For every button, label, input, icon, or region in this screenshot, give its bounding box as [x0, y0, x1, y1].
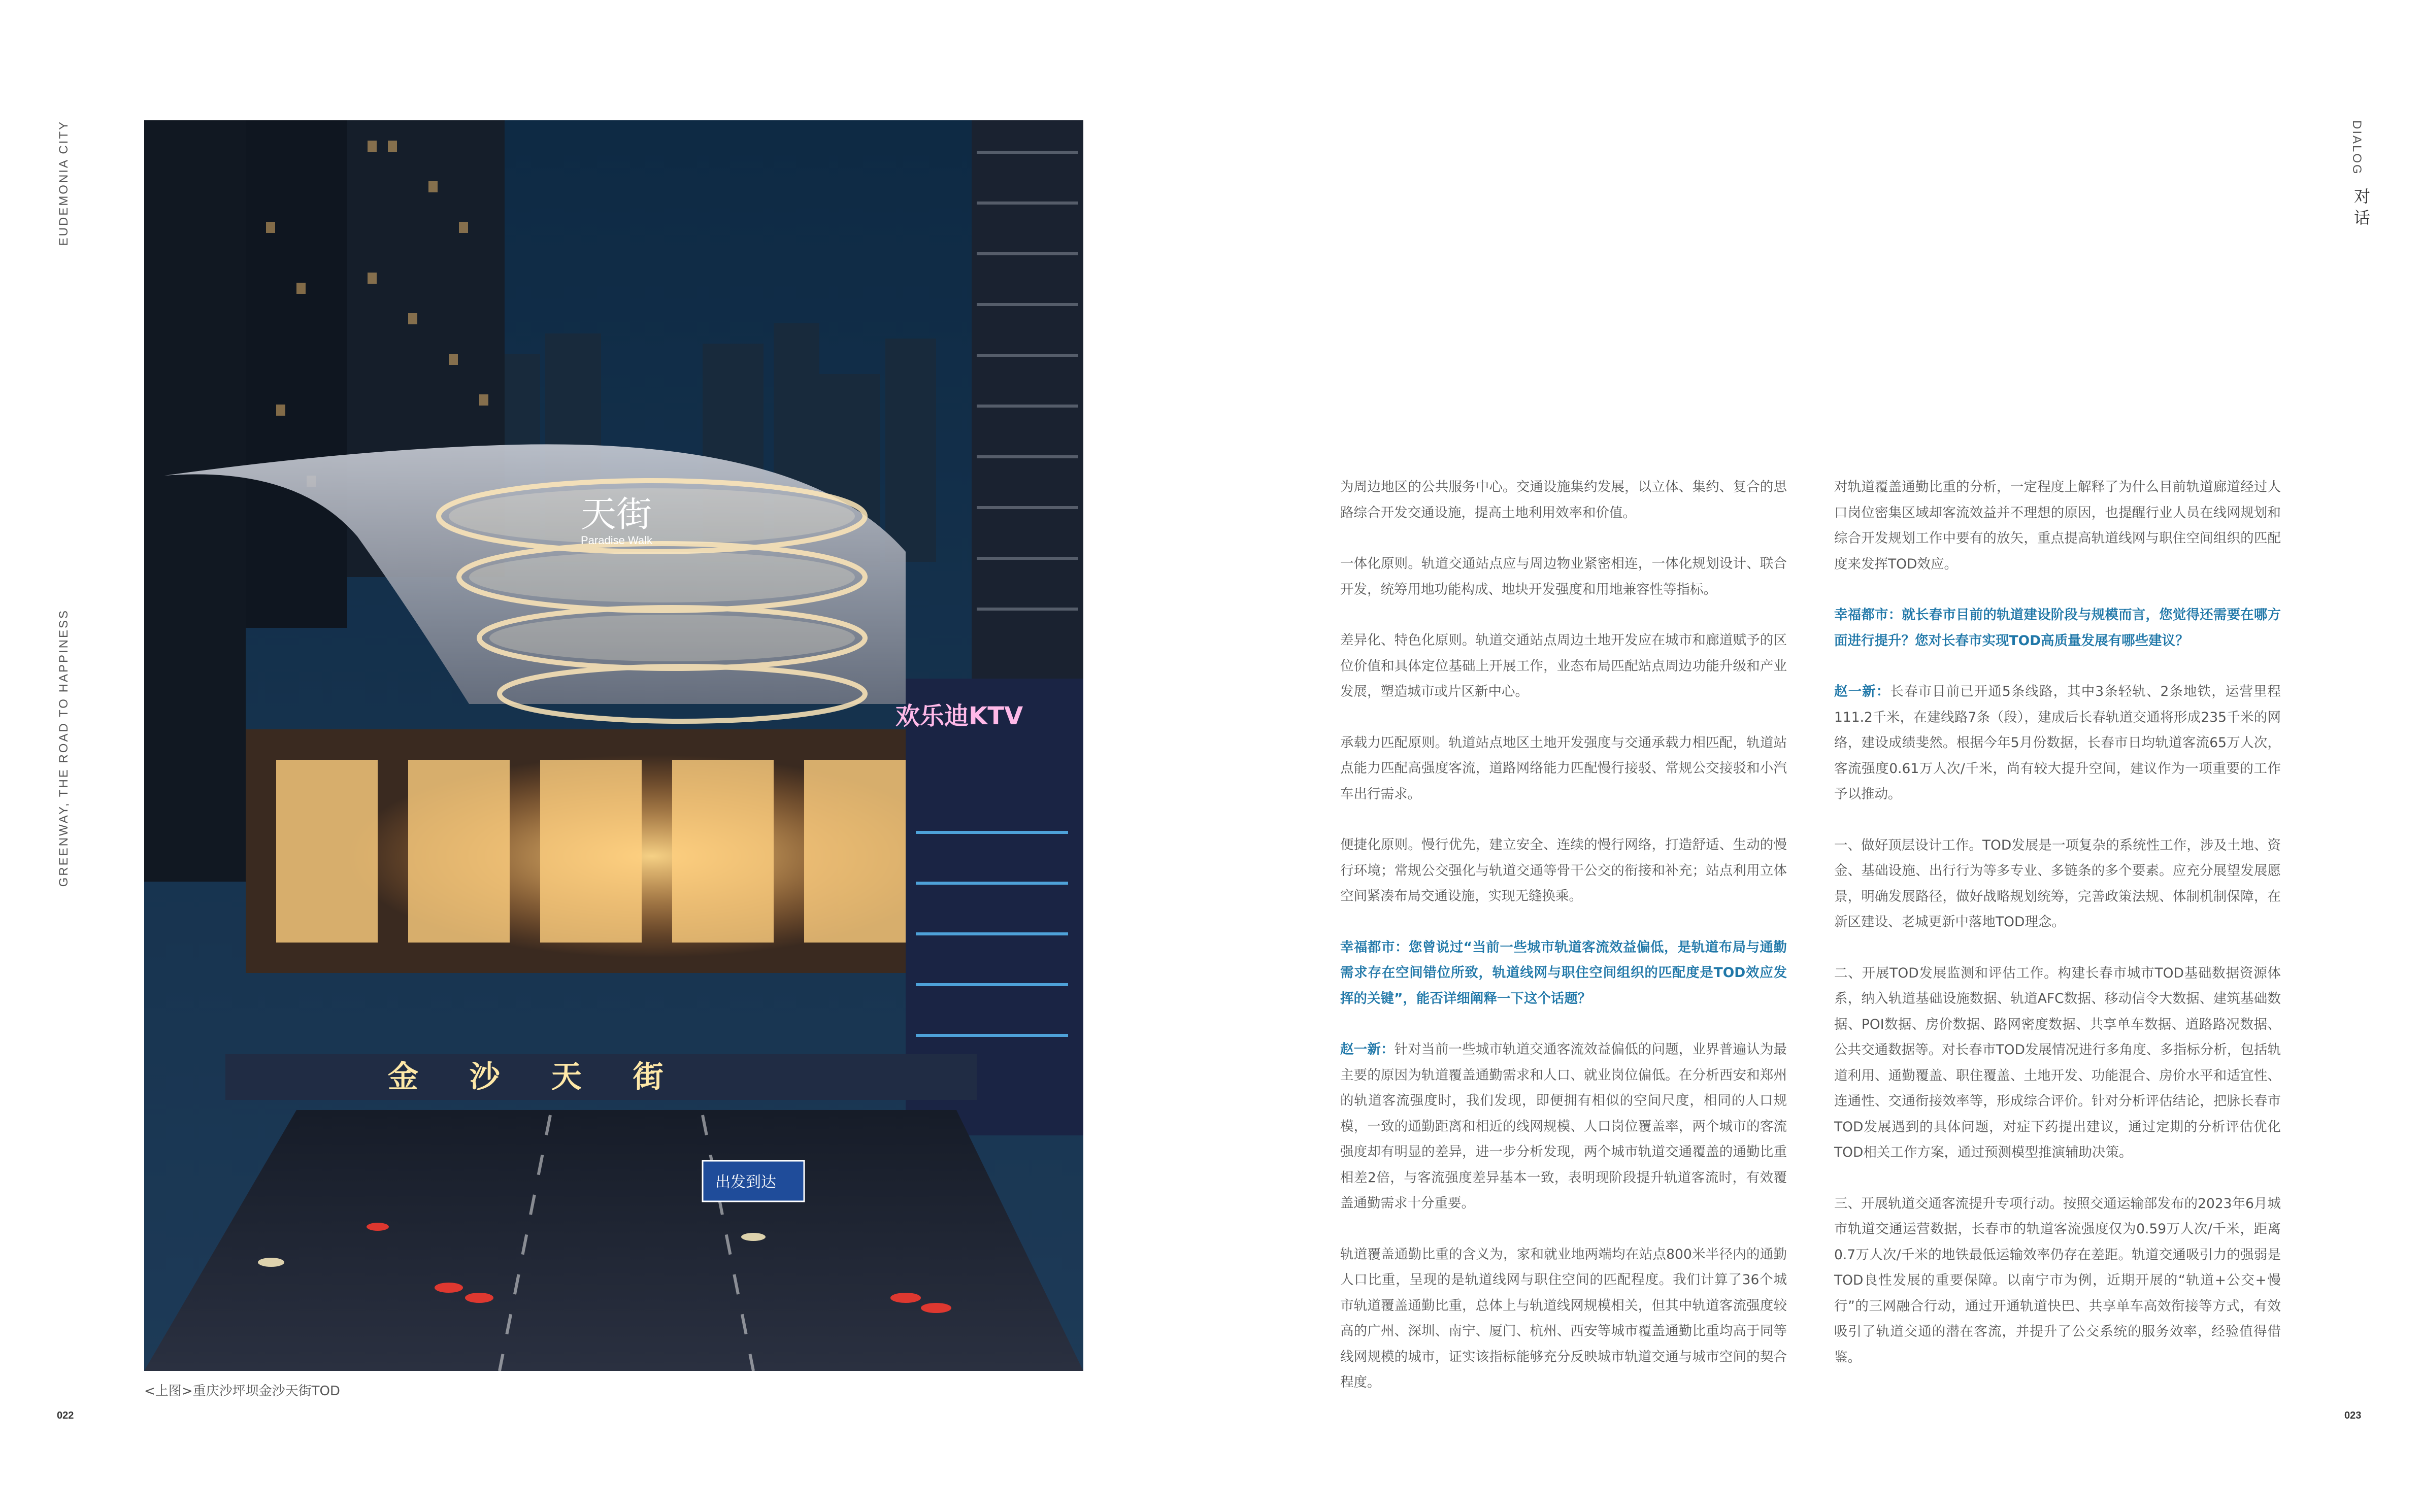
answer-text: 针对当前一些城市轨道交通客流效益偏低的问题，业界普遍认为最主要的原因为轨道覆盖通勤需求和人口、就业岗位偏低。在分析西安和郑州的轨道客流强度时，我们发现，即便拥有相似的空间尺度，相同的人口规模，一致的通勤距离和相近的线网规模、人口岗位覆盖率，两个城市的客流强度却有明显的差异，进一步分析发现，两个城市轨道交通覆盖的通勤比重相差2倍，与客流强度差异基本一致，表明现阶段提升轨道客流时，有效覆盖通勤需求十分重要。	[1340, 1041, 1787, 1211]
page-number-right: 023	[2344, 1410, 2362, 1421]
paragraph: 一体化原则。轨道交通站点应与周边物业紧密相连，一体化规划设计、联合开发，统筹用地功能构成、地块开发强度和用地兼容性等指标。	[1340, 556, 1787, 597]
paragraph: 便捷化原则。慢行优先，建立安全、连续的慢行网络，打造舒适、生动的慢行环境；常规公交强化与轨道交通等骨干公交的衔接和补充；站点利用立体空间紧凑布局交通设施，实现无缝换乘。	[1340, 837, 1787, 904]
running-header-left: EUDEMONIA CITY	[57, 120, 71, 246]
speaker-name: 赵一新：	[1834, 684, 1890, 699]
interview-question: 幸福都市：就长春市目前的轨道建设阶段与规模而言，您觉得还需要在哪方面进行提升？您对长春市实现TOD高质量发展有哪些建议？	[1834, 607, 2281, 649]
tod-night-photo	[144, 120, 1083, 1371]
interview-answer	[1340, 1037, 1787, 1217]
paragraph: 差异化、特色化原则。轨道交通站点周边土地开发应在城市和廊道赋予的区位价值和具体定位基础上开展工作，业态布局匹配站点周边功能升级和产业发展，塑造城市或片区新中心。	[1340, 632, 1787, 699]
ktv-neon-sign: 欢乐迪KTV	[895, 702, 1023, 730]
text-column-1	[1340, 475, 1787, 1396]
road-sign: 出发到达	[715, 1173, 776, 1191]
mall-sign-sub: Paradise Walk	[581, 534, 653, 547]
interview-question: 幸福都市：您曾说过“当前一些城市轨道客流效益偏低，是轨道布局与通勤需求存在空间错位所致，轨道线网与职住空间组织的匹配度是TOD效应发挥的关键”，能否详细阐释一下这个话题？	[1340, 939, 1787, 1006]
paragraph: 为周边地区的公共服务中心。交通设施集约发展，以立体、集约、复合的思路综合开发交通设施，提高土地利用效率和价值。	[1340, 479, 1787, 521]
section-label: 对话	[2352, 188, 2370, 230]
skybridge-sign: 金 沙 天 街	[388, 1059, 684, 1095]
paragraph: 对轨道覆盖通勤比重的分析，一定程度上解释了为什么目前轨道廊道经过人口岗位密集区域却客流效益并不理想的原因，也提醒行业人员在线网规划和综合开发规划工作中要有的放矢，重点提高轨道线网与职住空间组织的匹配度来发挥TOD效应。	[1834, 479, 2281, 572]
running-header-right: DIALOG	[2350, 120, 2364, 176]
paragraph: 一、做好顶层设计工作。TOD发展是一项复杂的系统性工作，涉及土地、资金、基础设施、出行行为等多专业、多链条的多个要素。应充分展望发展愿景，明确发展路径，做好战略规划统筹，完善政策法规、体制机制保障，在新区建设、老城更新中落地TOD理念。	[1834, 837, 2281, 930]
interview-answer	[1834, 679, 2281, 808]
paragraph: 轨道覆盖通勤比重的含义为，家和就业地两端均在站点800米半径内的通勤人口比重，呈现的是轨道线网与职住空间的匹配程度。我们计算了36个城市轨道覆盖通勤比重，总体上与轨道线网规模相关，但其中轨道客流强度较高的广州、深圳、南宁、厦门、杭州、西安等城市覆盖通勤比重均高于同等线网规模的城市，证实该指标能够充分反映城市轨道交通与城市空间的契合程度。	[1340, 1246, 1787, 1390]
mall-sign: 天街	[581, 493, 652, 535]
paragraph: 二、开展TOD发展监测和评估工作。构建长春市城市TOD基础数据资源体系，纳入轨道基础设施数据、轨道AFC数据、移动信令大数据、建筑基础数据、POI数据、房价数据、路网密度数据、共享单车数据、道路路况数据、公共交通数据等。对长春市TOD发展情况进行多角度、多指标分析，包括轨道利用、通勤覆盖、职住覆盖、土地开发、功能混合、房价水平和适宜性、连通性、交通衔接效率等，形成综合评价。针对分析评估结论，把脉长春市TOD发展遇到的具体问题，对症下药提出建议，通过定期的分析评估优化TOD相关工作方案，通过预测模型推演辅助决策。	[1834, 965, 2281, 1160]
answer-text: 长春市目前已开通5条线路，其中3条轻轨、2条地铁，运营里程111.2千米，在建线路7条（段），建成后长春轨道交通将形成235千米的网络，建设成绩斐然。根据今年5月份数据，长春市日均轨道客流65万人次，客流强度0.61万人次/千米，尚有较大提升空间，建议作为一项重要的工作予以推动。	[1834, 684, 2281, 802]
paragraph: 三、开展轨道交通客流提升专项行动。按照交通运输部发布的2023年6月城市轨道交通运营数据，长春市的轨道客流强度仅为0.59万人次/千米，距离0.7万人次/千米的地铁最低运输效率仍存在差距。轨道交通吸引力的强弱是TOD良性发展的重要保障。以南宁市为例，近期开展的“轨道+公交+慢行”的三网融合行动，通过开通轨道快巴、共享单车高效衔接等方式，有效吸引了轨道交通的潜在客流，并提升了公交系统的服务效率，经验值得借鉴。	[1834, 1195, 2281, 1365]
photo-caption: <上图>重庆沙坪坝金沙天街TOD	[144, 1384, 340, 1399]
running-subheader-left: GREENWAY, THE ROAD TO HAPPINESS	[57, 609, 71, 887]
speaker-name: 赵一新：	[1340, 1041, 1395, 1057]
page-number-left: 022	[57, 1410, 74, 1421]
paragraph: 承载力匹配原则。轨道站点地区土地开发强度与交通承载力相匹配，轨道站点能力匹配高强度客流，道路网络能力匹配慢行接驳、常规公交接驳和小汽车出行需求。	[1340, 734, 1787, 802]
text-column-2	[1834, 475, 2281, 1370]
